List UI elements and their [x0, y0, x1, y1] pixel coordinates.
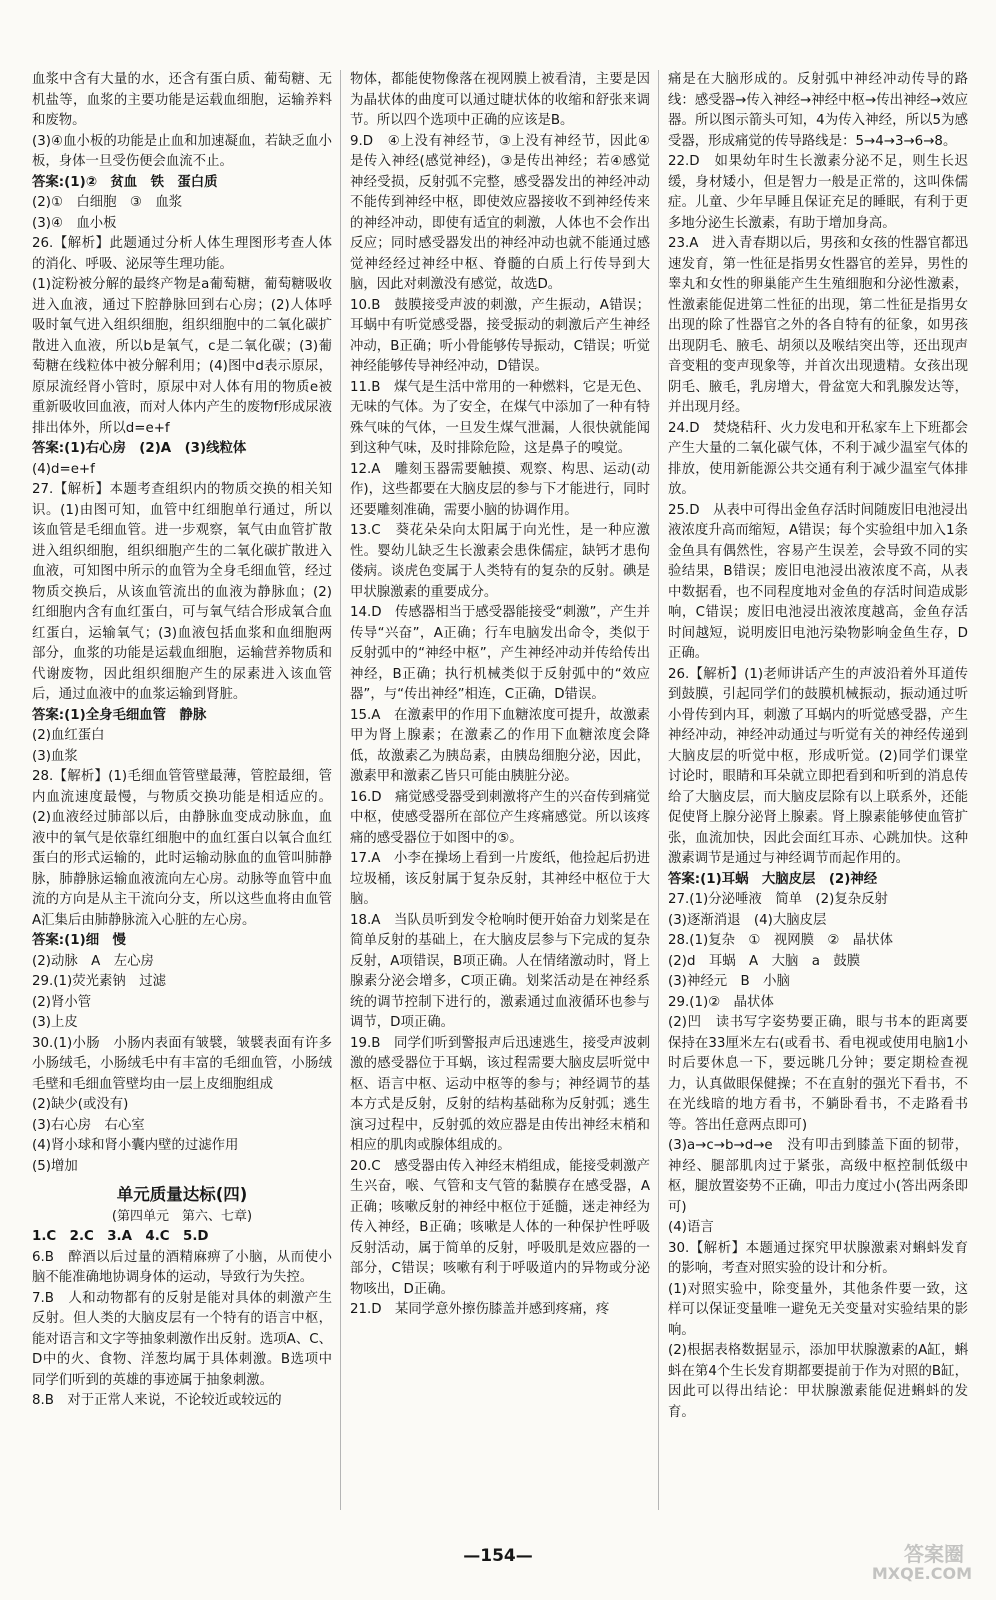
answer-line: (3)右心房 右心室: [32, 1117, 145, 1133]
answer-line: 28.(1)复杂 ① 视网膜 ② 晶状体: [668, 933, 893, 948]
paragraph: 26.【解析】(1)老师讲话产生的声波沿着外耳道传到鼓膜，引起同学们的鼓膜机械振动，振动通过听小骨传到内耳，刺激了耳蜗内的听觉感受器，产生神经冲动，神经冲动通过与听觉有关的神经传递到大脑皮层的听觉中枢，形成听觉。(2)同学们课堂讨论时，眼睛和耳朵就立即把看到和听到的消息传给了大脑皮层，而大脑皮层除有以上联系外，还能促使肾上腺分泌肾上腺素。肾上腺素能够使血管扩张，血流加快，因此会面红耳赤、心跳加快。这种激素调节是通过与神经调节而起作用的。: [668, 666, 968, 866]
watermark-logo: [842, 1538, 972, 1588]
paragraph: 16.D 痛觉感受器受到刺激将产生的兴奋传到痛觉中枢，使感受器所在部位产生疼痛感觉。所以该疼痛的感受器位于如图中的⑤。: [350, 789, 650, 846]
answer-line: 29.(1)② 晶状体: [668, 994, 774, 1010]
answer-line: (2)d 耳蜗 A 大脑 a 鼓膜: [668, 953, 861, 969]
paragraph: 8.B 对于正常人来说，不论较近或较远的: [32, 1393, 282, 1408]
paragraph: 6.B 醉酒以后过量的酒精麻痹了小脑，从而使小脑不能准确地协调身体的运动，导致行为失控。: [32, 1249, 332, 1285]
paragraph: 20.C 感受器由传入神经末梢组成，能接受刺激产生兴奋，喉、气管和支气管的黏膜存在感受器，A正确；咳嗽反射的神经中枢位于延髓，迷走神经为传入神经，B正确；咳嗽是人体的一种保护性呼吸反射活动，属于简单的反射，呼吸肌是效应器的一部分，C错误；咳嗽有利于呼吸道内的异物或分泌物咳出，D正确。: [350, 1158, 650, 1297]
paragraph: 13.C 葵花朵朵向太阳属于向光性，是一种应激性。婴幼儿缺乏生长激素会患侏儒症，缺钙才患佝偻病。谈虎色变属于人类特有的复杂的反射。碘是甲状腺激素的重要成分。: [350, 523, 650, 600]
paragraph: 9.D ④上没有神经节，③上没有神经节，因此④是传入神经(感觉神经)，③是传出神经；若④感觉神经受损，反射弧不完整，感受器发出的神经冲动不能传到神经中枢，即使效应器接收不到神经传来的神经冲动，即使有适宜的刺激，人体也不会作出反应；同时感受器发出的神经冲动也就不能通过感觉神经经过神经中枢、脊髓的白质上行传导到大脑，因此对刺激没有感觉，故选D。: [350, 133, 650, 292]
paragraph: 12.A 雕刻玉器需要触摸、观察、构思、运动(动作)，这些都要在大脑皮层的参与下才能进行，同时还要雕刻准确，需要小脑的协调作用。: [350, 461, 650, 518]
paragraph: 24.D 焚烧秸秆、火力发电和开私家车上下班都会产生大量的二氧化碳气体，不利于减少温室气体的排放，使用新能源公共交通有利于减少温室气体排放。: [668, 420, 968, 497]
answer-line: (2)缺少(或没有): [32, 1097, 129, 1112]
paragraph: (1)对照实验中，除变量外，其他条件要一致，这样可以保证变量唯一避免无关变量对实验结果的影响。: [668, 1281, 968, 1338]
answer-line: (2)① 白细胞 ③ 血浆: [32, 195, 183, 210]
answer-line: (3)逐渐消退 (4)大脑皮层: [668, 912, 827, 928]
paragraph: (3)a→c→b→d→e 没有叩击到膝盖下面的韧带，神经、腿部肌肉过于紧张，高级中枢控制低级中枢，腿放置姿势不正确，叩击力度过小(答出两条即可): [668, 1138, 968, 1215]
paragraph: 痛是在大脑形成的。反射弧中神经冲动传导的路线：感受器→传入神经→神经中枢→传出神经→效应器。所以图示箭头可知，4为传入神经，所以5为感受器，形成痛觉的传导路线是：5→4→3→6→8。: [668, 72, 968, 149]
paragraph: 物体，都能使物像落在视网膜上被看清，主要是因为晶状体的曲度可以通过睫状体的收缩和舒张来调节。所以四个选项中正确的应该是B。: [350, 72, 650, 128]
answer-line: 答案:(1)细 慢: [32, 933, 126, 948]
paragraph: 18.A 当队员听到发令枪响时便开始奋力划桨是在简单反射的基础上，在大脑皮层参与下完成的复杂反射，A项错误，B项正确。人在情绪激动时，肾上腺素分泌会增多，C项正确。划桨活动是在神经系统的调节控制下进行的，激素通过血液循环也参与调节，D项正确。: [350, 912, 650, 1030]
answer-line: (3)上皮: [32, 1015, 78, 1030]
answer-line: 答案:(1)右心房 (2)A (3)线粒体: [32, 441, 247, 456]
paragraph: (1)淀粉被分解的最终产物是a葡萄糖，葡萄糖吸收进入血液，通过下腔静脉回到右心房；(2)人体呼吸时氧气进入组织细胞，组织细胞中的二氧化碳扩散进入血液，所以b是氧气，c是二氧化碳；(3)葡萄糖在线粒体中被分解利用；(4)图中d表示原尿，原尿流经肾小管时，原尿中对人体有用的物质e被重新吸收回血液，而对人体内产生的废物f形成尿液排出体外，所以d=e+f: [32, 277, 332, 436]
paragraph: 28.【解析】(1)毛细血管管壁最薄，管腔最细，管内血流速度最慢，与物质交换功能是相适应的。(2)血液经过肺部以后，由静脉血变成动脉血，血液中的氧气是依靠红细胞中的血红蛋白以氧合血红蛋白的形式运输的，此时运输动脉血的血管叫肺静脉，肺静脉运输血液流向左心房。动脉等血管中血流的方向是从主干流向分支，所以这些血将由血管A汇集后由肺静脉流入心脏的左心房。: [32, 769, 332, 928]
watermark-text: MXQE.COM: [871, 1564, 972, 1583]
answer-line: 答案:(1)耳蜗 大脑皮层 (2)神经: [668, 871, 878, 887]
column-right: [668, 70, 968, 1423]
paragraph: 7.B 人和动物都有的反射是能对具体的刺激产生反射。但人类的大脑皮层有一个特有的语言中枢，能对语言和文字等抽象刺激作出反射。选项A、C、D中的火、食物、洋葱均属于具体刺激。B选项中同学们听到的英雄的事迹属于抽象刺激。: [32, 1290, 332, 1388]
answer-line: (3)血浆: [32, 748, 78, 764]
watermark-text: 答案圈: [904, 1542, 964, 1566]
page-number: —154—: [463, 1546, 533, 1566]
answer-line: (4)d=e+f: [32, 461, 95, 477]
section-heading: 单元质量达标(四): [116, 1185, 248, 1204]
paragraph: 17.A 小李在操场上看到一片废纸，他捡起后扔进垃圾桶，该反射属于复杂反射，其神经中枢位于大脑。: [350, 851, 650, 907]
answer-line: (3)神经元 B 小脑: [668, 974, 790, 989]
paragraph: (2)根据表格数据显示，添加甲状腺激素的A缸，蝌蚪在第4个生长发育期都要提前于作为对照的B缸，因此可以得出结论：甲状腺激素能促进蝌蚪的发育。: [668, 1343, 968, 1420]
answer-page: [32, 70, 976, 1520]
answer-line: 答案:(1)② 贫血 铁 蛋白质: [32, 174, 218, 190]
answer-line: 29.(1)荧光素钠 过滤: [32, 974, 166, 989]
section-subheading: (第四单元 第六、七章): [111, 1209, 253, 1224]
column-divider: [658, 70, 659, 1510]
paragraph: 30.【解析】本题通过探究甲状腺激素对蝌蚪发育的影响，考查对照实验的设计和分析。: [668, 1240, 968, 1276]
paragraph: 30.(1)小肠 小肠内表面有皱襞，皱襞表面有许多小肠绒毛，小肠绒毛中有丰富的毛细血管，小肠绒毛壁和毛细血管壁均由一层上皮细胞组成: [32, 1035, 332, 1092]
paragraph: (2)凹 读书写字姿势要正确，眼与书本的距离要保持在33厘米左右(或看书、看电视或使用电脑1小时后要休息一下，要远眺几分钟；要定期检查视力，认真做眼保健操；不在直射的强光下看书，不在光线暗的地方看书，不躺卧看书，不走路看书等。答出任意两点即可): [668, 1015, 968, 1133]
column-middle: [350, 70, 650, 1321]
paragraph: 14.D 传感器相当于感受器能接受“刺激”，产生并传导“兴奋”，A正确；行车电脑发出命令，类似于反射弧中的“神经中枢”，产生神经冲动并传给传出神经，B正确；执行机械类似于反射弧中的“效应器”，与“传出神经”相连，C正确，D错误。: [350, 605, 650, 702]
paragraph: 10.B 鼓膜接受声波的刺激，产生振动，A错误；耳蜗中有听觉感受器，接受振动的刺激后产生神经冲动，B正确；听小骨能够传导振动，C错误；听觉神经能够传导神经冲动，D错误。: [350, 297, 650, 374]
paragraph: (3)④血小板的功能是止血和加速凝血，若缺乏血小板，身体一旦受伤便会血流不止。: [32, 133, 332, 169]
answer-line: (3)④ 血小板: [32, 215, 117, 231]
answer-line: (4)肾小球和肾小囊内壁的过滤作用: [32, 1138, 239, 1153]
answer-line: (2)肾小管: [32, 994, 92, 1010]
answer-line: 27.(1)分泌唾液 简单 (2)复杂反射: [668, 892, 888, 907]
paragraph: 血浆中含有大量的水，还含有蛋白质、葡萄糖、无机盐等，血浆的主要功能是运载血细胞，运输养料和废物。: [32, 72, 332, 128]
paragraph: 22.D 如果幼年时生长激素分泌不足，则生长迟缓，身材矮小，但是智力一般是正常的，这叫侏儒症。儿童、少年早睡且保证充足的睡眠，有利于更多地分泌生长激素，有助于增加身高。: [668, 154, 968, 231]
answer-line: (2)动脉 A 左心房: [32, 953, 154, 969]
answer-line: (4)语言: [668, 1220, 714, 1235]
column-left: [32, 70, 332, 1412]
paragraph: 15.A 在激素甲的作用下血糖浓度可提升，故激素甲为肾上腺素；在激素乙的作用下血糖浓度会降低，故激素乙为胰岛素，由胰岛细胞分泌，因此，激素甲和激素乙皆只可能由胰脏分泌。: [350, 707, 650, 784]
paragraph: 25.D 从表中可得出金鱼存活时间随废旧电池浸出液浓度升高而缩短，A错误；每个实验组中加入1条金鱼具有偶然性，容易产生误差，会导致不同的实验结果，B错误；废旧电池浸出液浓度不高，从表中数据看，也不同程度地对金鱼的存活时间造成影响，C错误；废旧电池浸出液浓度越高，金鱼存活时间越短，说明废旧电池污染物影响金鱼生存，D正确。: [668, 502, 968, 661]
paragraph: 19.B 同学们听到警报声后迅速逃生，接受声波刺激的感受器位于耳蜗，该过程需要大脑皮层听觉中枢、语言中枢、运动中枢等的参与；神经调节的基本方式是反射，反射的结构基础称为反射弧；逃生演习过程中，反射弧的效应器是由传出神经末梢和相应的肌肉或腺体组成的。: [350, 1035, 650, 1153]
column-divider: [340, 70, 341, 1510]
paragraph: 26.【解析】此题通过分析人体生理图形考查人体的消化、呼吸、泌尿等生理功能。: [32, 236, 332, 272]
paragraph: 21.D 某同学意外擦伤膝盖并感到疼痛，疼: [350, 1302, 610, 1317]
answer-line: (2)血红蛋白: [32, 728, 105, 743]
paragraph: 23.A 进入青春期以后，男孩和女孩的性器官都迅速发育，第一性征是指男女性器官的差异，男性的睾丸和女性的卵巢能产生生殖细胞和分泌性激素，性激素能促进第二性征的出现，第二性征是指男女出现的除了性器官之外的各自特有的征象，如男孩出现阴毛、腋毛、胡须以及喉结突出等，还出现声音变粗的变声现象等，并首次出现遗精。女孩出现阴毛、腋毛，乳房增大，骨盆宽大和乳腺发达等，并出现月经。: [668, 236, 968, 415]
paragraph: 27.【解析】本题考查组织内的物质交换的相关知识。(1)由图可知，血管中红细胞单行通过，所以该血管是毛细血管。进一步观察，氧气由血管扩散进入组织细胞，组织细胞产生的二氧化碳扩散进入血液，可知图中所示的血管为全身毛细血管，经过物质交换后，从该血管流出的血液为静脉血；(2)红细胞内含有血红蛋白，可与氧气结合形成氧合血红蛋白，运输氧气；(3)血液包括血浆和血细胞两部分，血浆的功能是运载血细胞，运输营养物质和代谢废物，因此组织细胞产生的尿素进入该血管后，通过血液中的血浆运输到肾脏。: [32, 482, 332, 702]
paragraph: 11.B 煤气是生活中常用的一种燃料，它是无色、无味的气体。为了安全，在煤气中添加了一种有特殊气味的气体，一旦发生煤气泄漏，人很快就能闻到这种气味，及时排除危险，这是鼻子的嗅觉。: [350, 379, 650, 456]
answer-line: (5)增加: [32, 1158, 78, 1174]
answer-line: 1.C 2.C 3.A 4.C 5.D: [32, 1229, 209, 1244]
answer-line: 答案:(1)全身毛细血管 静脉: [32, 707, 207, 723]
